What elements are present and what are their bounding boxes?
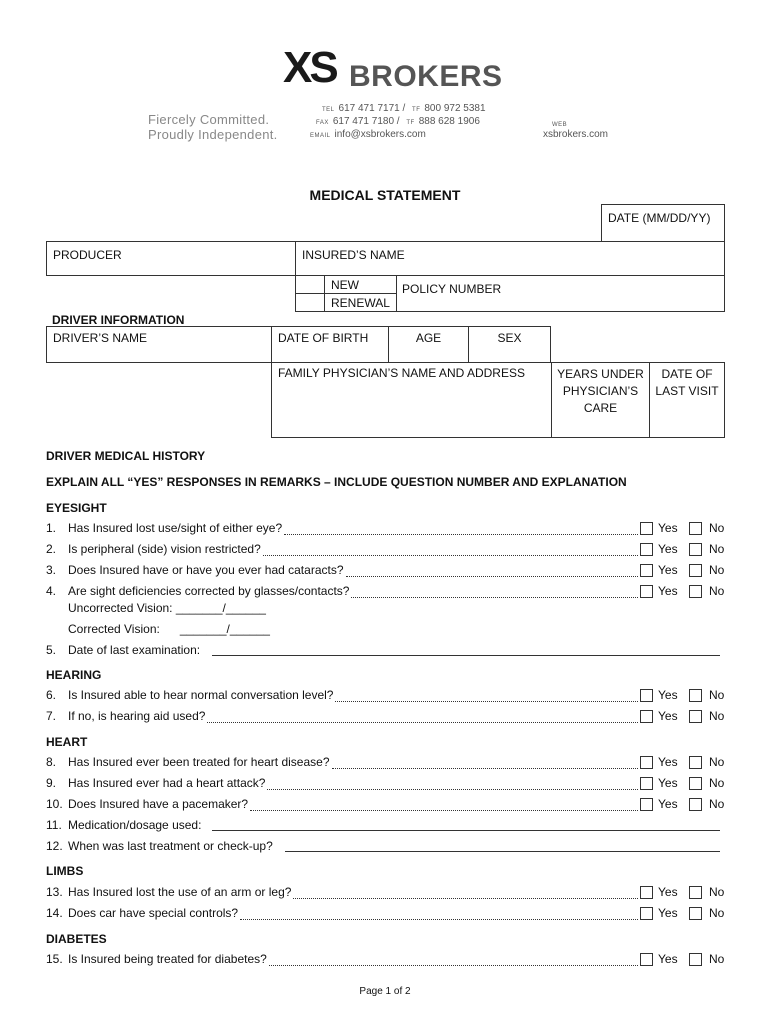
no-checkbox[interactable] xyxy=(689,689,702,702)
question-6 xyxy=(46,688,333,702)
yes-checkbox[interactable] xyxy=(640,543,653,556)
years-under-label-2: PHYSICIAN’S xyxy=(562,384,639,398)
no-label: No xyxy=(709,952,725,966)
no-checkbox[interactable] xyxy=(689,543,702,556)
question-13 xyxy=(46,885,291,899)
contact-web: xsbrokers.com xyxy=(543,129,609,140)
question-text: Is Insured being treated for diabetes? xyxy=(68,952,267,966)
yes-checkbox[interactable] xyxy=(640,953,653,966)
question-5 xyxy=(46,643,200,657)
corrected-vision[interactable]: Corrected Vision: _______/______ xyxy=(68,622,270,636)
question-number: 15. xyxy=(46,952,63,966)
no-checkbox[interactable] xyxy=(689,756,702,769)
no-checkbox[interactable] xyxy=(689,777,702,790)
dotted-leader xyxy=(332,756,639,769)
no-label: No xyxy=(709,906,725,920)
question-number: 7. xyxy=(46,709,57,723)
dotted-leader xyxy=(250,798,638,811)
question-text: Has Insured lost the use of an arm or leg? xyxy=(68,885,292,899)
no-label: No xyxy=(709,688,725,702)
sex-field[interactable] xyxy=(468,326,551,363)
question-text: Medication/dosage used: xyxy=(68,818,202,832)
question-number: 4. xyxy=(46,584,57,598)
yes-checkbox[interactable] xyxy=(640,710,653,723)
section-hearing: HEARING xyxy=(46,668,102,682)
yes-checkbox[interactable] xyxy=(640,886,653,899)
question-9 xyxy=(46,776,265,790)
no-checkbox[interactable] xyxy=(689,907,702,920)
yes-checkbox[interactable] xyxy=(640,798,653,811)
question-number: 9. xyxy=(46,776,57,790)
question-number: 1. xyxy=(46,521,57,535)
producer-field[interactable] xyxy=(46,241,296,276)
drivers-name-label: DRIVER’S NAME xyxy=(53,331,148,345)
contact-fax: FAX 617 471 7180 / TF 888 628 1906 xyxy=(316,116,480,127)
yes-checkbox[interactable] xyxy=(640,756,653,769)
no-label: No xyxy=(709,885,725,899)
no-checkbox[interactable] xyxy=(689,585,702,598)
dotted-leader xyxy=(346,564,639,577)
dotted-leader xyxy=(240,907,638,920)
yes-label: Yes xyxy=(658,906,678,920)
yes-label: Yes xyxy=(658,688,678,702)
no-checkbox[interactable] xyxy=(689,522,702,535)
question-4 xyxy=(46,584,349,598)
no-label: No xyxy=(709,542,725,556)
no-label: No xyxy=(709,709,725,723)
tagline-line-1: Fiercely Committed. xyxy=(148,112,270,127)
new-checkbox[interactable] xyxy=(295,275,325,294)
date-field[interactable] xyxy=(601,204,725,242)
question-number: 3. xyxy=(46,563,57,577)
contact-web-label: WEB xyxy=(552,122,568,128)
dotted-leader xyxy=(269,953,638,966)
new-label: NEW xyxy=(331,278,359,292)
dotted-leader xyxy=(207,710,638,723)
question-10 xyxy=(46,797,248,811)
policy-number-label: POLICY NUMBER xyxy=(402,282,502,296)
uncorrected-vision[interactable]: Uncorrected Vision: _______/______ xyxy=(68,601,266,615)
question-7 xyxy=(46,709,205,723)
question-number: 5. xyxy=(46,643,57,657)
answer-line[interactable] xyxy=(212,830,720,831)
no-checkbox[interactable] xyxy=(689,798,702,811)
dob-label: DATE OF BIRTH xyxy=(278,331,369,345)
yes-label: Yes xyxy=(658,709,678,723)
logo-brokers: BROKERS xyxy=(349,60,503,93)
question-15 xyxy=(46,952,267,966)
question-number: 13. xyxy=(46,885,63,899)
date-last-visit-label-2: LAST VISIT xyxy=(655,384,719,398)
yes-checkbox[interactable] xyxy=(640,522,653,535)
date-last-visit-label-1: DATE OF xyxy=(661,367,713,381)
question-11 xyxy=(46,818,201,832)
question-text: Has Insured ever been treated for heart disease? xyxy=(68,755,330,769)
dotted-leader xyxy=(263,543,638,556)
question-number: 12. xyxy=(46,839,63,853)
question-1 xyxy=(46,521,282,535)
question-text: When was last treatment or check-up? xyxy=(68,839,273,853)
question-14 xyxy=(46,906,238,920)
yes-label: Yes xyxy=(658,755,678,769)
insured-name-label: INSURED’S NAME xyxy=(302,248,405,262)
tagline-line-2: Proudly Independent. xyxy=(148,127,278,142)
sex-label: SEX xyxy=(497,331,522,345)
contact-tel: TEL 617 471 7171 / TF 800 972 5381 xyxy=(322,103,486,114)
age-label: AGE xyxy=(415,331,442,345)
question-number: 10. xyxy=(46,797,63,811)
dotted-leader xyxy=(351,585,638,598)
no-checkbox[interactable] xyxy=(689,886,702,899)
question-text: If no, is hearing aid used? xyxy=(68,709,206,723)
yes-label: Yes xyxy=(658,542,678,556)
page-footer: Page 1 of 2 xyxy=(359,986,411,997)
contact-email: EMAIL info@xsbrokers.com xyxy=(310,129,426,140)
question-8 xyxy=(46,755,330,769)
no-label: No xyxy=(709,755,725,769)
dotted-leader xyxy=(335,689,638,702)
question-text: Does car have special controls? xyxy=(68,906,239,920)
question-12 xyxy=(46,839,273,853)
section-limbs: LIMBS xyxy=(46,864,84,878)
age-field[interactable] xyxy=(388,326,469,363)
page-title: MEDICAL STATEMENT xyxy=(309,187,461,203)
question-2 xyxy=(46,542,261,556)
drivers-name-field[interactable] xyxy=(46,326,272,363)
history-heading: DRIVER MEDICAL HISTORY xyxy=(46,449,206,463)
no-checkbox[interactable] xyxy=(689,710,702,723)
no-label: No xyxy=(709,563,725,577)
physician-label: FAMILY PHYSICIAN’S NAME AND ADDRESS xyxy=(278,366,525,380)
insured-name-field[interactable] xyxy=(295,241,725,276)
history-instruction: EXPLAIN ALL “YES” RESPONSES IN REMARKS – INCLUDE QUESTION NUMBER AND EXPLANATION xyxy=(46,475,627,489)
yes-label: Yes xyxy=(658,584,678,598)
yes-label: Yes xyxy=(658,563,678,577)
yes-label: Yes xyxy=(658,797,678,811)
question-number: 8. xyxy=(46,755,57,769)
no-checkbox[interactable] xyxy=(689,953,702,966)
yes-label: Yes xyxy=(658,521,678,535)
yes-checkbox[interactable] xyxy=(640,564,653,577)
renewal-bottom xyxy=(324,311,396,312)
dob-field[interactable] xyxy=(271,326,389,363)
renewal-checkbox[interactable] xyxy=(295,293,325,312)
section-diabetes: DIABETES xyxy=(46,932,107,946)
answer-line[interactable] xyxy=(285,851,720,852)
question-number: 11. xyxy=(46,818,62,832)
dotted-leader xyxy=(267,777,638,790)
yes-checkbox[interactable] xyxy=(640,777,653,790)
yes-label: Yes xyxy=(658,776,678,790)
producer-label: PRODUCER xyxy=(53,248,122,262)
question-text: Are sight deficiencies corrected by glasses/contacts? xyxy=(68,584,350,598)
physician-field[interactable] xyxy=(271,362,552,438)
question-number: 14. xyxy=(46,906,63,920)
renewal-label: RENEWAL xyxy=(331,296,390,310)
question-text: Date of last examination: xyxy=(68,643,201,657)
driver-info-heading: DRIVER INFORMATION xyxy=(52,313,185,327)
no-label: No xyxy=(709,521,725,535)
question-number: 6. xyxy=(46,688,57,702)
new-renewal-divider xyxy=(325,293,397,294)
yes-checkbox[interactable] xyxy=(640,689,653,702)
dotted-leader xyxy=(284,522,638,535)
date-label: DATE (MM/DD/YY) xyxy=(608,211,711,225)
section-heart: HEART xyxy=(46,735,88,749)
question-text: Is peripheral (side) vision restricted? xyxy=(68,542,261,556)
question-number: 2. xyxy=(46,542,57,556)
question-text: Does Insured have or have you ever had cataracts? xyxy=(68,563,344,577)
yes-label: Yes xyxy=(658,885,678,899)
dotted-leader xyxy=(293,886,638,899)
question-text: Has Insured ever had a heart attack? xyxy=(68,776,266,790)
years-under-label-1: YEARS UNDER xyxy=(557,367,644,381)
policy-number-field[interactable] xyxy=(396,275,725,312)
years-under-label-3: CARE xyxy=(583,401,618,415)
yes-checkbox[interactable] xyxy=(640,907,653,920)
no-label: No xyxy=(709,776,725,790)
section-eyesight: EYESIGHT xyxy=(46,501,107,515)
yes-checkbox[interactable] xyxy=(640,585,653,598)
question-3 xyxy=(46,563,344,577)
question-text: Has Insured lost use/sight of either eye? xyxy=(68,521,283,535)
answer-line[interactable] xyxy=(212,655,720,656)
date-last-visit-field[interactable] xyxy=(649,362,725,438)
no-checkbox[interactable] xyxy=(689,564,702,577)
question-text: Does Insured have a pacemaker? xyxy=(68,797,249,811)
no-label: No xyxy=(709,584,725,598)
no-label: No xyxy=(709,797,725,811)
logo-xs: XS xyxy=(283,43,336,92)
question-text: Is Insured able to hear normal conversation level? xyxy=(68,688,334,702)
years-under-care-field[interactable] xyxy=(551,362,650,438)
yes-label: Yes xyxy=(658,952,678,966)
